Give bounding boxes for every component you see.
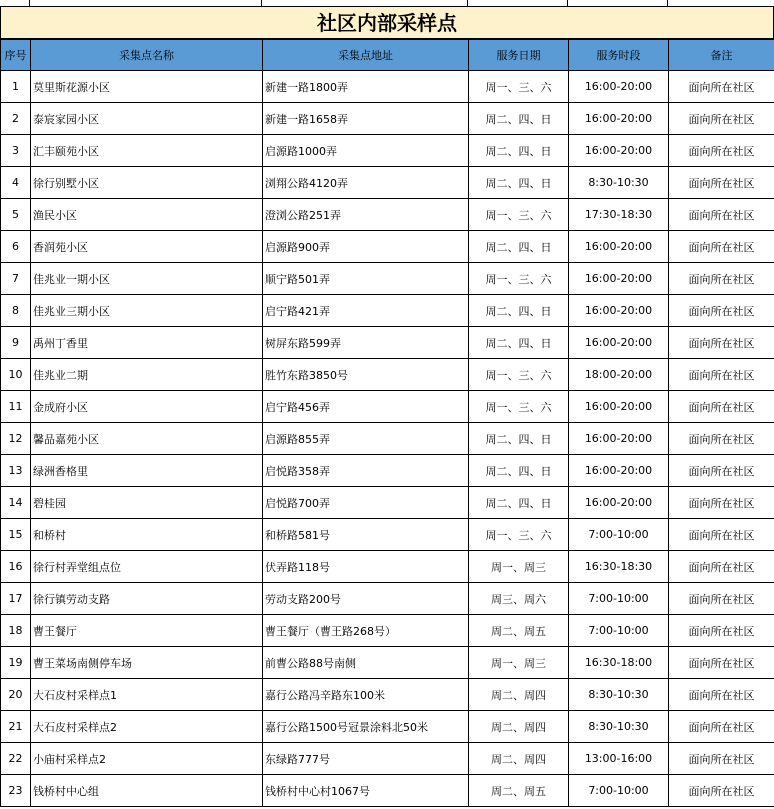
cell-address: 启宁路456弄 (263, 391, 469, 423)
cell-address: 钱桥村中心村1067号 (263, 775, 469, 807)
table-row (1, 775, 774, 807)
cell-note: 面向所在社区 (669, 679, 774, 711)
cell-note: 面向所在社区 (669, 103, 774, 135)
cell-address: 胜竹东路3850号 (263, 359, 469, 391)
table-row (1, 295, 774, 327)
cell-time: 16:00-20:00 (569, 391, 669, 423)
cell-note: 面向所在社区 (669, 487, 774, 519)
cell-note: 面向所在社区 (669, 583, 774, 615)
cell-date: 周二、四、日 (469, 423, 569, 455)
cell-time: 16:30-18:00 (569, 647, 669, 679)
cell-name: 小庙村采样点2 (31, 743, 263, 775)
cell-time: 16:00-20:00 (569, 71, 669, 103)
cell-name: 佳兆业一期小区 (31, 263, 263, 295)
cell-date: 周二、四、日 (469, 295, 569, 327)
cell-index: 2 (1, 103, 31, 135)
header-row (1, 40, 774, 71)
cell-note: 面向所在社区 (669, 615, 774, 647)
cell-date: 周二、周四 (469, 711, 569, 743)
table-row (1, 551, 774, 583)
cell-time: 16:00-20:00 (569, 295, 669, 327)
table-row (1, 231, 774, 263)
cell-index: 22 (1, 743, 31, 775)
cell-time: 18:00-20:00 (569, 359, 669, 391)
cell-note: 面向所在社区 (669, 135, 774, 167)
cell-note: 面向所在社区 (669, 711, 774, 743)
cell-index: 8 (1, 295, 31, 327)
cell-name: 金成府小区 (31, 391, 263, 423)
cell-date: 周二、周五 (469, 615, 569, 647)
cell-name: 馨品嘉苑小区 (31, 423, 263, 455)
cell-name: 渔民小区 (31, 199, 263, 231)
table-row (1, 391, 774, 423)
cell-name: 徐行别墅小区 (31, 167, 263, 199)
cell-name: 汇丰颐苑小区 (31, 135, 263, 167)
cell-date: 周二、四、日 (469, 327, 569, 359)
cell-name: 佳兆业三期小区 (31, 295, 263, 327)
cell-time: 7:00-10:00 (569, 775, 669, 807)
cell-index: 15 (1, 519, 31, 551)
cell-name: 绿洲香格里 (31, 455, 263, 487)
cell-name: 禹州丁香里 (31, 327, 263, 359)
cell-date: 周二、周五 (469, 775, 569, 807)
cell-index: 11 (1, 391, 31, 423)
table-row (1, 103, 774, 135)
cell-index: 9 (1, 327, 31, 359)
cell-time: 16:00-20:00 (569, 103, 669, 135)
cell-time: 16:00-20:00 (569, 135, 669, 167)
cell-name: 和桥村 (31, 519, 263, 551)
cell-address: 曹王餐厅（曹王路268号） (263, 615, 469, 647)
table-row (1, 487, 774, 519)
cell-time: 16:30-18:30 (569, 551, 669, 583)
table-row (1, 71, 774, 103)
cell-time: 7:00-10:00 (569, 615, 669, 647)
table-row (1, 199, 774, 231)
cell-name: 大石皮村采样点2 (31, 711, 263, 743)
cell-index: 3 (1, 135, 31, 167)
cell-index: 12 (1, 423, 31, 455)
cell-index: 13 (1, 455, 31, 487)
cell-time: 16:00-20:00 (569, 327, 669, 359)
cell-address: 嘉行公路1500号冠景涂料北50米 (263, 711, 469, 743)
cell-name: 碧桂园 (31, 487, 263, 519)
cell-address: 新建一路1800弄 (263, 71, 469, 103)
cell-time: 16:00-20:00 (569, 455, 669, 487)
cell-index: 5 (1, 199, 31, 231)
cell-note: 面向所在社区 (669, 231, 774, 263)
cell-address: 启源路1000弄 (263, 135, 469, 167)
cell-name: 泰宸家园小区 (31, 103, 263, 135)
cell-time: 16:00-20:00 (569, 423, 669, 455)
cell-note: 面向所在社区 (669, 167, 774, 199)
header-address: 采集点地址 (263, 40, 469, 71)
cell-date: 周一、三、六 (469, 263, 569, 295)
cell-address: 启悦路358弄 (263, 455, 469, 487)
cell-note: 面向所在社区 (669, 423, 774, 455)
cell-address: 浏翔公路4120弄 (263, 167, 469, 199)
cell-name: 佳兆业二期 (31, 359, 263, 391)
cell-index: 4 (1, 167, 31, 199)
cell-name: 曹王菜场南侧停车场 (31, 647, 263, 679)
table-row (1, 423, 774, 455)
cell-index: 20 (1, 679, 31, 711)
cell-name: 大石皮村采样点1 (31, 679, 263, 711)
cell-note: 面向所在社区 (669, 391, 774, 423)
cell-date: 周一、三、六 (469, 71, 569, 103)
table-row (1, 615, 774, 647)
cell-time: 8:30-10:30 (569, 167, 669, 199)
cell-time: 17:30-18:30 (569, 199, 669, 231)
cell-index: 23 (1, 775, 31, 807)
cell-note: 面向所在社区 (669, 263, 774, 295)
cell-name: 香润苑小区 (31, 231, 263, 263)
cell-date: 周二、四、日 (469, 455, 569, 487)
cell-address: 启源路900弄 (263, 231, 469, 263)
sheet-title: 社区内部采样点 (0, 7, 774, 39)
header-time: 服务时段 (569, 40, 669, 71)
table-row (1, 263, 774, 295)
cell-address: 启悦路700弄 (263, 487, 469, 519)
cell-index: 18 (1, 615, 31, 647)
cell-time: 16:00-20:00 (569, 487, 669, 519)
table-row (1, 359, 774, 391)
cell-date: 周二、四、日 (469, 487, 569, 519)
cell-date: 周一、周三 (469, 647, 569, 679)
cell-address: 启宁路421弄 (263, 295, 469, 327)
cell-date: 周一、三、六 (469, 199, 569, 231)
cell-index: 7 (1, 263, 31, 295)
cell-index: 19 (1, 647, 31, 679)
cell-address: 和桥路581号 (263, 519, 469, 551)
cell-time: 8:30-10:30 (569, 711, 669, 743)
cell-index: 16 (1, 551, 31, 583)
cell-date: 周二、周四 (469, 743, 569, 775)
cell-name: 钱桥村中心组 (31, 775, 263, 807)
header-index: 序号 (1, 40, 31, 71)
cell-index: 14 (1, 487, 31, 519)
header-name: 采集点名称 (31, 40, 263, 71)
cell-address: 伏弄路118号 (263, 551, 469, 583)
cell-index: 17 (1, 583, 31, 615)
cell-index: 1 (1, 71, 31, 103)
cell-time: 7:00-10:00 (569, 519, 669, 551)
cell-address: 澄浏公路251弄 (263, 199, 469, 231)
cell-date: 周二、四、日 (469, 167, 569, 199)
cell-address: 东绿路777号 (263, 743, 469, 775)
cell-note: 面向所在社区 (669, 455, 774, 487)
table-row (1, 327, 774, 359)
table-row (1, 135, 774, 167)
cell-date: 周一、三、六 (469, 519, 569, 551)
cell-date: 周二、周四 (469, 679, 569, 711)
cell-address: 劳动支路200号 (263, 583, 469, 615)
cell-address: 启源路855弄 (263, 423, 469, 455)
table-row (1, 679, 774, 711)
cell-name: 莫里斯花源小区 (31, 71, 263, 103)
cell-time: 16:00-20:00 (569, 231, 669, 263)
cell-date: 周二、四、日 (469, 231, 569, 263)
table-row (1, 743, 774, 775)
cell-name: 徐行村弄堂组点位 (31, 551, 263, 583)
cell-date: 周二、四、日 (469, 103, 569, 135)
cell-date: 周一、周三 (469, 551, 569, 583)
cell-note: 面向所在社区 (669, 551, 774, 583)
cell-address: 嘉行公路冯辛路东100米 (263, 679, 469, 711)
cell-note: 面向所在社区 (669, 295, 774, 327)
cell-date: 周一、三、六 (469, 359, 569, 391)
header-note: 备注 (669, 40, 774, 71)
cell-time: 16:00-20:00 (569, 263, 669, 295)
cell-note: 面向所在社区 (669, 775, 774, 807)
cell-note: 面向所在社区 (669, 359, 774, 391)
cell-name: 曹王餐厅 (31, 615, 263, 647)
cell-name: 徐行镇劳动支路 (31, 583, 263, 615)
cell-index: 6 (1, 231, 31, 263)
cell-note: 面向所在社区 (669, 199, 774, 231)
cell-note: 面向所在社区 (669, 327, 774, 359)
table-row (1, 583, 774, 615)
table-row (1, 647, 774, 679)
cell-date: 周三、周六 (469, 583, 569, 615)
cell-time: 13:00-16:00 (569, 743, 669, 775)
cell-index: 21 (1, 711, 31, 743)
cell-date: 周二、四、日 (469, 135, 569, 167)
sampling-points-table (0, 39, 774, 807)
previous-row-fragment (0, 0, 774, 7)
cell-address: 树屏东路599弄 (263, 327, 469, 359)
cell-address: 顺宁路501弄 (263, 263, 469, 295)
cell-date: 周一、三、六 (469, 391, 569, 423)
cell-time: 7:00-10:00 (569, 583, 669, 615)
cell-note: 面向所在社区 (669, 647, 774, 679)
table-row (1, 519, 774, 551)
cell-address: 新建一路1658弄 (263, 103, 469, 135)
cell-note: 面向所在社区 (669, 71, 774, 103)
table-row (1, 167, 774, 199)
header-date: 服务日期 (469, 40, 569, 71)
table-row (1, 711, 774, 743)
cell-note: 面向所在社区 (669, 743, 774, 775)
cell-time: 8:30-10:30 (569, 679, 669, 711)
table-row (1, 455, 774, 487)
cell-index: 10 (1, 359, 31, 391)
cell-address: 前曹公路88号南侧 (263, 647, 469, 679)
cell-note: 面向所在社区 (669, 519, 774, 551)
